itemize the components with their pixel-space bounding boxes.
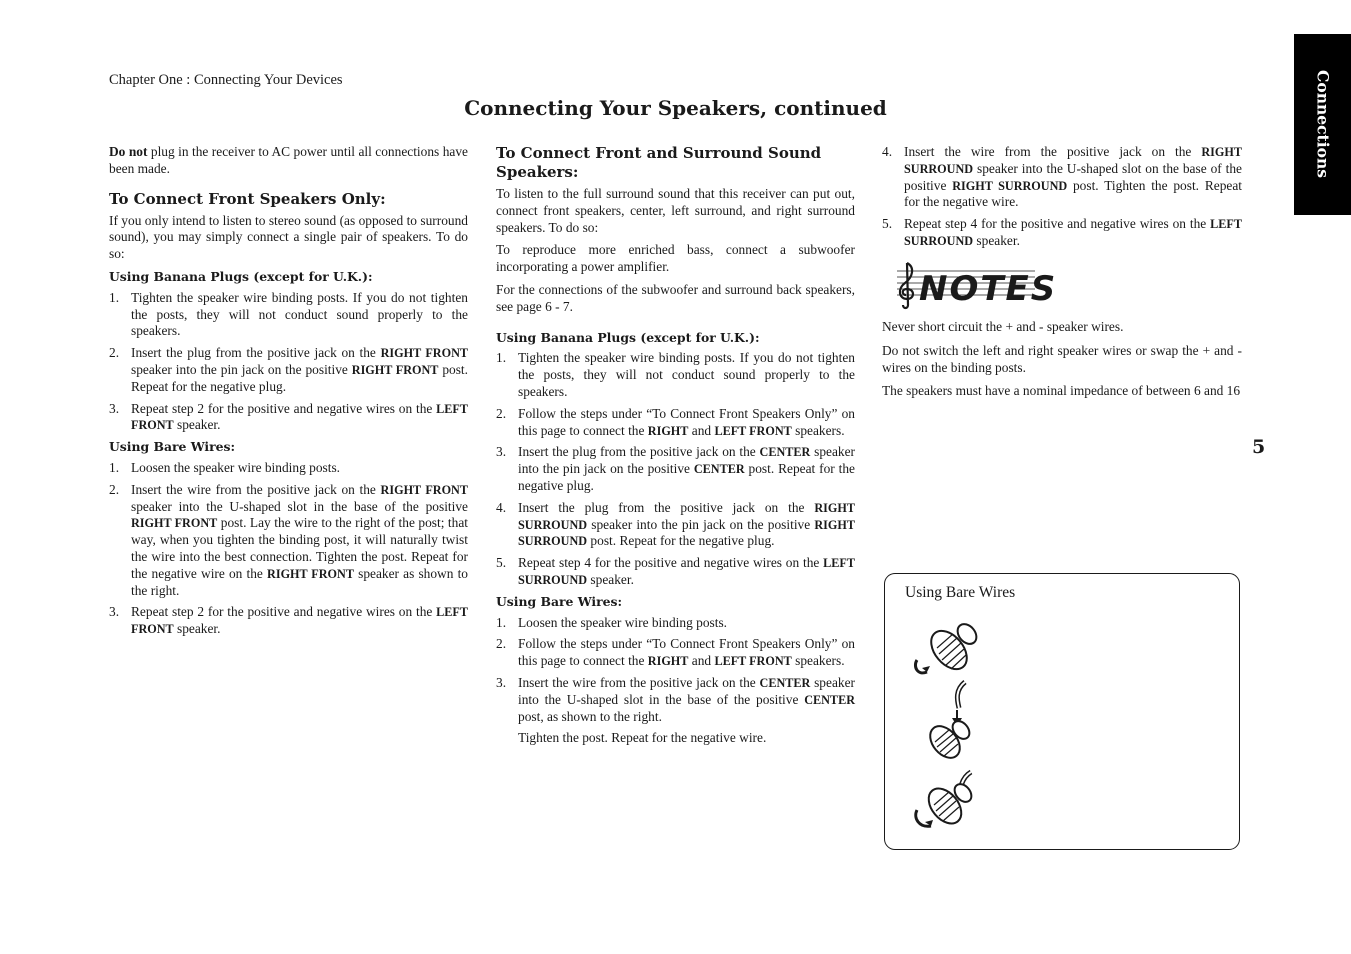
section-heading: To Connect Front Speakers Only: bbox=[109, 189, 386, 208]
list-item-followup bbox=[496, 730, 855, 747]
list-item bbox=[109, 401, 468, 435]
intro-text: plug in the receiver to AC power until all connections have been made. bbox=[109, 144, 468, 176]
step-text-part: speakers. bbox=[791, 422, 845, 438]
step-text-part: speaker. bbox=[173, 417, 221, 433]
step-text: Tighten the speaker wire binding posts. If you do not tighten the posts, they will not conduct sound properly to the speakers. bbox=[518, 350, 855, 399]
step-text-part: speaker into the U-shaped slot in the base of the positive bbox=[131, 498, 468, 514]
bare-heading: Using Bare Wires: bbox=[109, 439, 236, 455]
step-number: 2. bbox=[496, 636, 507, 652]
section-paragraph: If you only intend to listen to stereo sound (as opposed to surround sound), you may simply connect a single pair of speakers. To do so: bbox=[109, 212, 468, 262]
step-text bbox=[518, 444, 855, 494]
step-keyword: RIGHT bbox=[647, 654, 689, 669]
list-item bbox=[882, 144, 1242, 211]
wire-insert-arrow-icon bbox=[952, 682, 965, 726]
step-number: 1. bbox=[109, 289, 120, 305]
section-heading: To Connect Front and Surround Sound Speakers: bbox=[496, 144, 822, 181]
step-text-part: speaker into the pin jack on the positive bbox=[587, 516, 815, 532]
step-text bbox=[904, 144, 1242, 211]
indent-spacer bbox=[496, 730, 518, 747]
step-text bbox=[518, 406, 855, 440]
step-number: 3. bbox=[496, 444, 507, 460]
step-number: 3. bbox=[109, 604, 120, 620]
step-keyword: CENTER bbox=[759, 445, 811, 460]
step-keyword: RIGHT FRONT bbox=[380, 346, 469, 361]
column-3 bbox=[882, 144, 1242, 255]
step-text bbox=[518, 500, 855, 550]
note-item: The speakers must have a nominal impedance of between 6 and 16 bbox=[882, 383, 1241, 399]
list-item bbox=[109, 482, 468, 600]
section-paragraph: To reproduce more enriched bass, connect a subwoofer incorporating a power amplifier. bbox=[496, 242, 855, 275]
note-item: Do not switch the left and right speaker wires or swap the + and - wires on the binding posts. bbox=[882, 342, 1242, 375]
step-text-part: Repeat step 2 for the positive and negative wires on the bbox=[131, 400, 437, 416]
list-item bbox=[109, 345, 468, 395]
step-text-part: post. Repeat for the negative plug. bbox=[518, 461, 855, 493]
step-number: 4. bbox=[882, 144, 893, 159]
step-text bbox=[131, 345, 468, 395]
page-title: Connecting Your Speakers, continued bbox=[464, 96, 887, 120]
section-paragraph: To listen to the full surround sound that this receiver can put out, connect front speakers, center, left surround, and right surround speakers. To do so: bbox=[496, 186, 855, 235]
list-item bbox=[496, 675, 855, 725]
step-keyword: CENTER bbox=[759, 675, 811, 690]
step-text: Tighten the speaker wire binding posts. If you do not tighten the posts, they will not conduct sound properly to the speakers. bbox=[131, 289, 468, 339]
step-keyword: LEFT FRONT bbox=[714, 654, 792, 669]
step-text-part: speaker into the U-shaped slot on the base of the positive bbox=[904, 160, 1242, 193]
step-keyword: LEFT SURROUND bbox=[904, 217, 1242, 248]
step-number: 3. bbox=[109, 400, 120, 416]
step-text-part: Repeat step 4 for the positive and negative wires on the bbox=[518, 555, 824, 571]
chapter-header: Chapter One : Connecting Your Devices bbox=[109, 72, 343, 88]
binding-post-insert-icon bbox=[924, 718, 973, 764]
list-item bbox=[496, 350, 855, 400]
step-text bbox=[131, 401, 468, 435]
step-text-part: and bbox=[688, 422, 715, 438]
step-keyword: LEFT SURROUND bbox=[518, 556, 855, 587]
figure-label: Using Bare Wires bbox=[905, 584, 1016, 601]
step-number: 2. bbox=[109, 345, 120, 361]
step-keyword: RIGHT SURROUND bbox=[904, 145, 1242, 176]
step-text-part: speaker. bbox=[973, 232, 1020, 248]
step-number: 1. bbox=[496, 350, 507, 366]
step-text-part: speaker. bbox=[173, 621, 221, 637]
column-2 bbox=[496, 144, 855, 752]
list-item bbox=[496, 555, 855, 589]
list-item bbox=[109, 604, 468, 638]
column-1 bbox=[109, 144, 468, 643]
step-keyword: RIGHT SURROUND bbox=[518, 500, 855, 532]
list-item bbox=[882, 216, 1242, 250]
step-text-part: post. Repeat for the negative plug. bbox=[587, 533, 775, 549]
step-text-part: Insert the wire from the positive jack on the bbox=[904, 144, 1202, 159]
binding-post-tighten-icon bbox=[916, 772, 975, 830]
step-text-part: post. Tighten the post. Repeat for the negative wire. bbox=[904, 177, 1242, 210]
step-text: Loosen the speaker wire binding posts. bbox=[131, 459, 340, 475]
section-paragraph: For the connections of the subwoofer and surround back speakers, see page 6 - 7. bbox=[496, 281, 855, 314]
step-text-part: post, as shown to the right. bbox=[518, 708, 662, 724]
step-text-part: speaker into the pin jack on the positive bbox=[518, 444, 855, 477]
step-text-part: Insert the plug from the positive jack on the bbox=[518, 499, 815, 515]
step-keyword: LEFT FRONT bbox=[714, 423, 792, 438]
note-item: Never short circuit the + and - speaker wires. bbox=[882, 319, 1124, 334]
step-number: 4. bbox=[496, 499, 507, 515]
step-keyword: RIGHT FRONT bbox=[267, 566, 354, 581]
step-text: Tighten the post. Repeat for the negative wire. bbox=[518, 730, 767, 746]
intro-warning bbox=[109, 144, 468, 178]
step-number: 2. bbox=[496, 405, 507, 421]
list-item bbox=[496, 636, 855, 670]
list-item bbox=[496, 444, 855, 494]
treble-clef-icon bbox=[900, 263, 913, 308]
list-item bbox=[496, 406, 855, 440]
step-text-part: speakers. bbox=[791, 653, 845, 669]
step-keyword: LEFT FRONT bbox=[131, 401, 468, 433]
step-text-part: Insert the plug from the positive jack on the bbox=[131, 345, 381, 361]
side-tab-label: Connections bbox=[1313, 70, 1333, 178]
step-text bbox=[518, 636, 855, 670]
step-text bbox=[904, 216, 1242, 250]
binding-post-loosen-icon bbox=[915, 620, 980, 675]
notes-list bbox=[882, 319, 1242, 407]
binding-post-illustration bbox=[909, 620, 1009, 840]
step-text-part: speaker into the pin jack on the positive bbox=[131, 361, 352, 377]
notes-logo bbox=[893, 259, 1058, 315]
bare-wires-figure bbox=[884, 573, 1240, 850]
step-text-part: post. Lay the wire to the right of the post; that way, when you tighten the binding post, it will naturally twist the wire into the best connection. Tighten the post. Repeat for the negative wire on the bbox=[131, 515, 468, 581]
step-number: 1. bbox=[496, 614, 507, 630]
step-number: 5. bbox=[882, 216, 893, 232]
step-text-part: speaker as shown to the right. bbox=[131, 565, 468, 598]
step-number: 5. bbox=[496, 555, 507, 571]
step-text-part: speaker into the U-shaped slot in the base of the positive bbox=[518, 674, 855, 707]
step-text-part: Follow the steps under “To Connect Front Speakers Only” on this page to connect the bbox=[518, 405, 855, 438]
page-number: 5 bbox=[1252, 436, 1266, 458]
step-keyword: RIGHT SURROUND bbox=[952, 178, 1068, 193]
notes-logo-graphic bbox=[893, 259, 1058, 311]
step-keyword: RIGHT FRONT bbox=[380, 482, 468, 497]
step-text bbox=[131, 482, 468, 600]
step-text-part: Repeat step 2 for the positive and negative wires on the bbox=[131, 604, 437, 620]
step-text: Loosen the speaker wire binding posts. bbox=[518, 614, 727, 630]
notes-logo-text: NOTES bbox=[919, 269, 1058, 309]
step-text-part: post. Repeat for the negative plug. bbox=[131, 361, 468, 394]
step-text-part: Insert the wire from the positive jack on the bbox=[518, 674, 760, 690]
step-keyword: RIGHT bbox=[647, 423, 689, 438]
step-number: 2. bbox=[109, 481, 120, 497]
list-item bbox=[496, 615, 855, 632]
step-text-part: and bbox=[688, 653, 715, 669]
step-text-part: Insert the plug from the positive jack on the bbox=[518, 444, 760, 460]
step-text-part: Follow the steps under “To Connect Front Speakers Only” on this page to connect the bbox=[518, 636, 855, 669]
list-item bbox=[109, 290, 468, 340]
list-item bbox=[496, 500, 855, 550]
step-text bbox=[131, 604, 468, 638]
step-text bbox=[518, 675, 855, 725]
step-keyword: CENTER bbox=[804, 692, 855, 707]
banana-heading: Using Banana Plugs (except for U.K.): bbox=[109, 268, 373, 284]
side-tab bbox=[1294, 34, 1351, 215]
step-keyword: LEFT FRONT bbox=[131, 605, 468, 637]
step-keyword: RIGHT FRONT bbox=[351, 362, 439, 377]
banana-heading: Using Banana Plugs (except for U.K.): bbox=[496, 329, 760, 345]
step-keyword: RIGHT SURROUND bbox=[518, 517, 855, 549]
step-text-part: Insert the wire from the positive jack on the bbox=[131, 481, 381, 497]
step-text-part: speaker. bbox=[587, 571, 634, 587]
step-keyword: RIGHT FRONT bbox=[131, 516, 218, 531]
step-number: 1. bbox=[109, 459, 120, 475]
list-item bbox=[109, 460, 468, 477]
step-text-part: Repeat step 4 for the positive and negative wires on the bbox=[904, 216, 1211, 232]
step-keyword: CENTER bbox=[693, 462, 745, 477]
bare-heading: Using Bare Wires: bbox=[496, 593, 623, 609]
step-number: 3. bbox=[496, 674, 507, 690]
intro-bold: Do not bbox=[109, 144, 148, 159]
step-text bbox=[518, 555, 855, 589]
